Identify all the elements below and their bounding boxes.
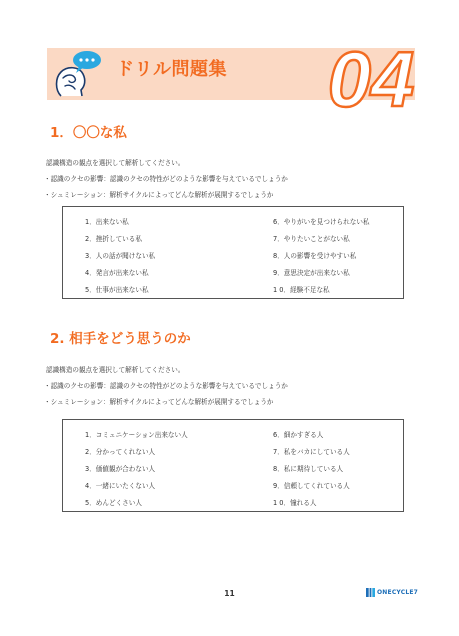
list-item: 3．価値観が合わない人 xyxy=(85,465,156,473)
section-1-intro: 認識構造の観点を選択して解析してください。 xyxy=(46,159,185,167)
section-1-heading: 1．〇〇な私 xyxy=(50,125,127,141)
section-1-bullet-2: ・シュミレーション：解析サイクルによってどんな解析が展開するでしょうか xyxy=(44,191,274,199)
section-2-heading: 2. 相手をどう思うのか xyxy=(50,331,191,347)
page-number: 11 xyxy=(224,589,235,598)
brand-mark-icon xyxy=(366,588,375,597)
page-title: ドリル問題集 xyxy=(116,59,227,80)
brand-name: ONECYCLE7 xyxy=(377,589,419,596)
list-item: 6．やりがいを見つけられない私 xyxy=(273,218,370,226)
section-1-items-box xyxy=(62,206,404,299)
list-item: 7．私をバカにしている人 xyxy=(273,448,350,456)
list-item: 8．私に期待している人 xyxy=(273,465,344,473)
section-1-bullet-1: ・認識のクセの影響：認識のクセの特性がどのような影響を与えているでしょうか xyxy=(44,175,288,183)
chapter-number xyxy=(326,40,416,116)
list-item: 4．一緒にいたくない人 xyxy=(85,482,156,490)
section-2-items-box xyxy=(62,419,404,512)
chapter-number-text: 04 xyxy=(327,40,415,116)
section-2-bullet-2: ・シュミレーション：解析サイクルによってどんな解析が展開するでしょうか xyxy=(44,398,274,406)
list-item: 4．発言が出来ない私 xyxy=(85,269,149,277)
list-item: 1 0．憧れる人 xyxy=(273,499,317,507)
list-item: 1．出来ない私 xyxy=(85,218,129,226)
list-item: 3．人の話が聞けない私 xyxy=(85,252,156,260)
thinking-head-icon xyxy=(49,46,105,102)
brand-logo xyxy=(366,588,418,597)
list-item: 7．やりたいことがない私 xyxy=(273,235,350,243)
list-item: 6．細かすぎる人 xyxy=(273,431,324,439)
list-item: 9．意思決定が出来ない私 xyxy=(273,269,350,277)
list-item: 9．信頼してくれている人 xyxy=(273,482,350,490)
list-item: 1 0．経験不足な私 xyxy=(273,286,330,294)
list-item: 2．分かってくれない人 xyxy=(85,448,156,456)
list-item: 5．めんどくさい人 xyxy=(85,499,142,507)
list-item: 2．挫折している私 xyxy=(85,235,142,243)
section-2-bullet-1: ・認識のクセの影響：認識のクセの特性がどのような影響を与えているでしょうか xyxy=(44,382,288,390)
section-2-intro: 認識構造の観点を選択して解析してください。 xyxy=(46,366,185,374)
list-item: 1．コミュニケーション出来ない人 xyxy=(85,431,188,439)
list-item: 8．人の影響を受けやすい私 xyxy=(273,252,357,260)
list-item: 5．仕事が出来ない私 xyxy=(85,286,149,294)
